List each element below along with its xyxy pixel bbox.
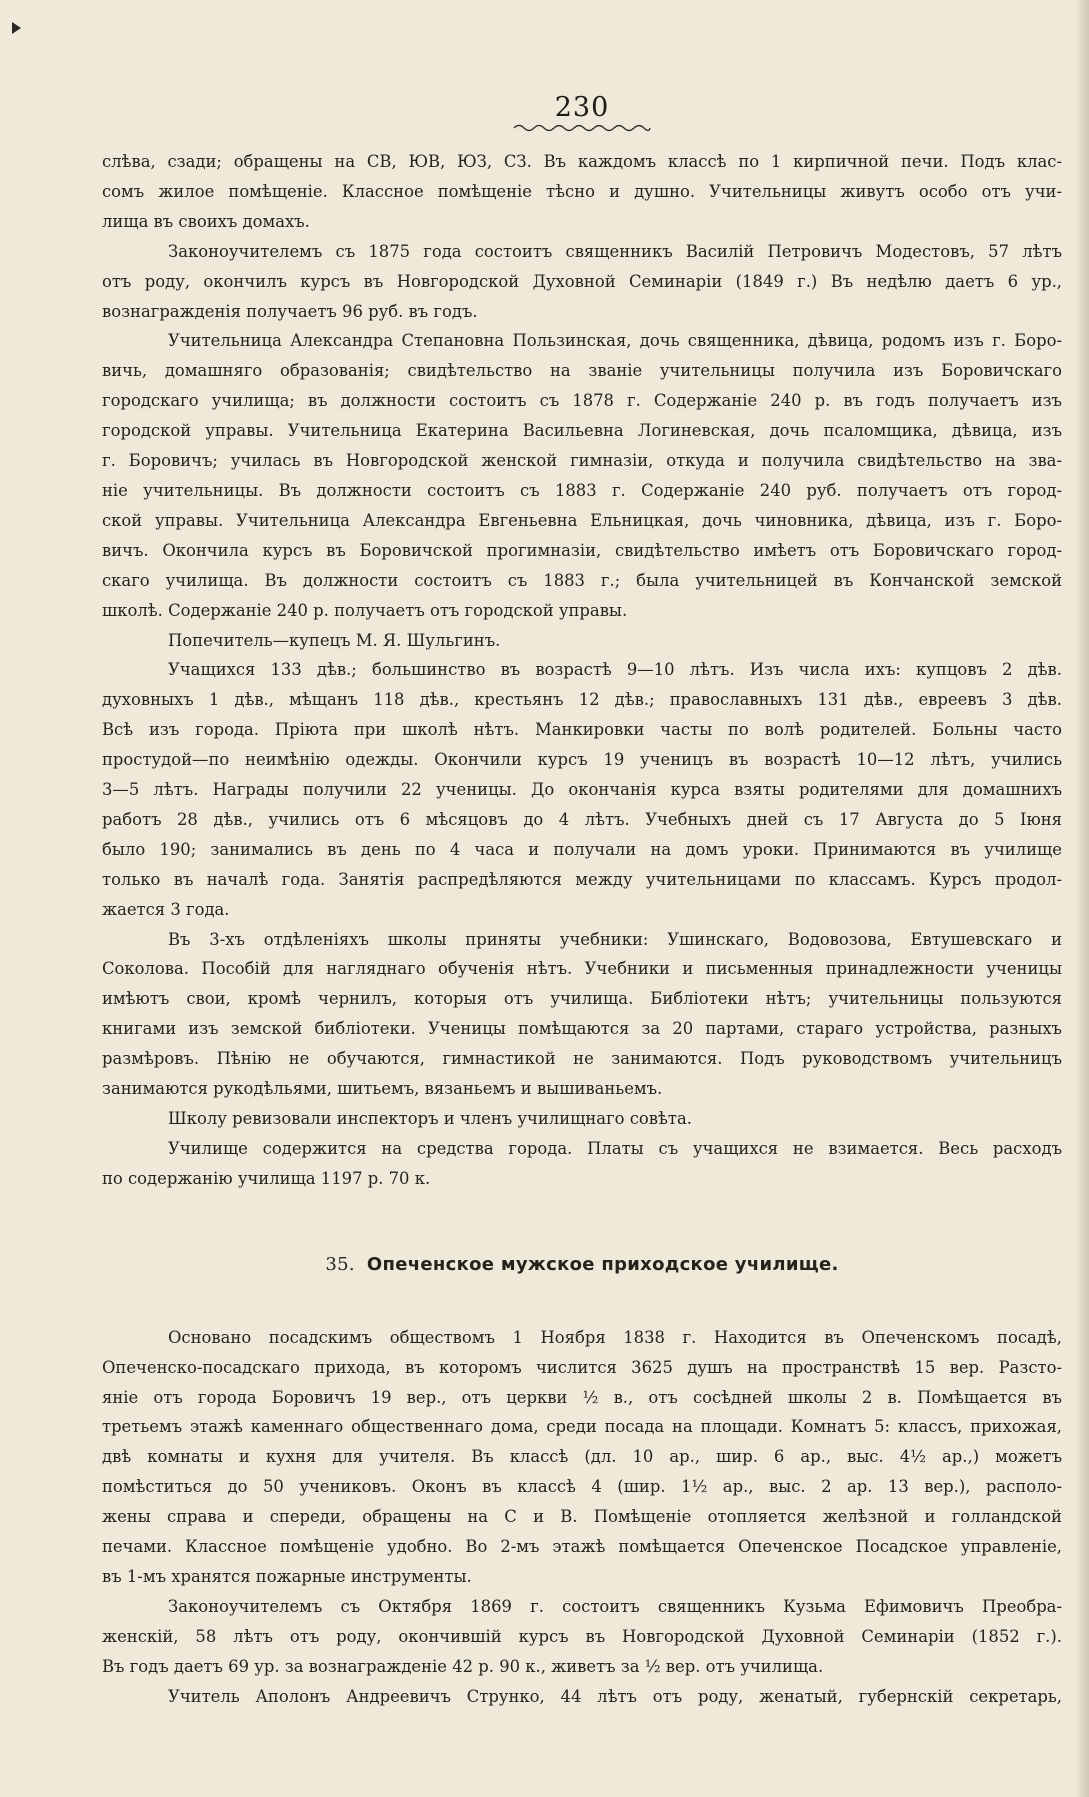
text-line: духовныхъ 1 дѣв., мѣщанъ 118 дѣв., крестьянъ 12 дѣв.; православныхъ 131 дѣв., евреевъ 3 дѣв. xyxy=(102,690,1062,710)
text-line: отъ роду, окончилъ курсъ въ Новгородской Духовной Семинаріи (1849 г.) Въ недѣлю даетъ 6 ур., xyxy=(102,271,1062,291)
text-line: школѣ. Содержаніе 240 р. получаетъ отъ городской управы. xyxy=(102,600,628,620)
text-line: женскій, 58 лѣтъ отъ роду, окончившій курсъ въ Новгородской Духовной Семинаріи (1852 г.). xyxy=(102,1626,1062,1646)
text-line: городской управы. Учительница Екатерина Васильевна Логиневская, дочь псаломщика, дѣвица, изъ xyxy=(102,421,1062,441)
text-line: книгами изъ земской библіотеки. Ученицы помѣщаются за 20 партами, стараго устройства, разныхъ xyxy=(102,1019,1062,1039)
text-line: жается 3 года. xyxy=(102,899,230,919)
section-heading xyxy=(102,1254,1062,1275)
paragraph-students xyxy=(102,655,1062,924)
section-number: 35. xyxy=(325,1253,355,1275)
text-line: Соколова. Пособій для нагляднаго обученія нѣтъ. Учебники и письменныя принадлежности ученицы xyxy=(102,959,1062,979)
text-line: двѣ комнаты и кухня для учителя. Въ классѣ (дл. 10 ар., шир. 6 ар., выс. 4½ ар.,) можетъ xyxy=(102,1447,1062,1467)
text-line: имѣютъ свои, кромѣ чернилъ, которыя отъ училища. Библіотеки нѣтъ; учительницы пользуются xyxy=(102,989,1062,1009)
paragraph-funding xyxy=(102,1134,1062,1194)
text-line: вичъ. Окончила курсъ въ Боровичской прогимназіи, свидѣтельство имѣетъ отъ Боровичскаго город- xyxy=(102,540,1062,560)
text-line: лища въ своихъ домахъ. xyxy=(102,211,310,231)
text-line: сомъ жилое помѣщеніе. Классное помѣщеніе тѣсно и душно. Учительницы живутъ особо отъ учи- xyxy=(102,181,1062,201)
text-line: работъ 28 дѣв., учились отъ 6 мѣсяцовъ до 4 лѣтъ. Учебныхъ дней съ 17 Августа до 5 Іюня xyxy=(102,809,1062,829)
text-line: ніе учительницы. Въ должности состоитъ съ 1883 г. Содержаніе 240 руб. получаетъ отъ город- xyxy=(102,480,1062,500)
page-edge-shadow xyxy=(1075,0,1089,1797)
text-line: жены справа и спереди, обращены на С и В. Помѣщеніе отопляется желѣзной и голландской xyxy=(102,1507,1062,1527)
text-line: Учительница Александра Степановна Пользинская, дочь священника, дѣвица, родомъ изъ г. Боро- xyxy=(168,331,1062,351)
paragraph-teacher-last: Учитель Аполонъ Андреевичъ Струнко, 44 лѣтъ отъ роду, женатый, губернскій секретарь, xyxy=(168,1686,1062,1706)
text-line: помѣститься до 50 учениковъ. Оконъ въ классѣ 4 (шир. 1½ ар., выс. 2 ар. 13 вер.), располо- xyxy=(102,1477,1062,1497)
text-line: яніе отъ города Боровичъ 19 вер., отъ церкви ½ в., отъ сосѣдней школы 2 в. Помѣщается въ xyxy=(102,1387,1062,1407)
document-page xyxy=(102,92,1062,1712)
text-line: г. Боровичъ; училась въ Новгородской женской гимназіи, откуда и получила свидѣтельство на зва- xyxy=(102,451,1062,471)
text-line: вичь, домашняго образованія; свидѣтельство на званіе учительницы получила изъ Боровичскаго xyxy=(102,361,1062,381)
text-line: по содержанію училища 1197 р. 70 к. xyxy=(102,1168,431,1188)
text-line: Законоучителемъ съ Октября 1869 г. состоитъ священникъ Кузьма Ефимовичъ Преобра- xyxy=(168,1596,1062,1616)
section-title: Опеченское мужское приходское училище. xyxy=(366,1253,839,1275)
text-line: въ 1-мъ хранятся пожарные инструменты. xyxy=(102,1566,472,1586)
text-line: слѣва, сзади; обращены на СВ, ЮВ, ЮЗ, СЗ. Въ каждомъ классѣ по 1 кирпичной печи. Подъ клас- xyxy=(102,152,1062,171)
text-line: Всѣ изъ города. Пріюта при школѣ нѣтъ. Манкировки часты по волѣ родителей. Больны часто xyxy=(102,720,1062,740)
text-line: Законоучителемъ съ 1875 года состоитъ священникъ Василій Петровичъ Модестовъ, 57 лѣтъ xyxy=(168,241,1062,261)
text-line: Въ 3-хъ отдѣленіяхъ школы приняты учебники: Ушинскаго, Водовозова, Евтушевскаго и xyxy=(168,929,1062,949)
paragraph-classrooms xyxy=(102,147,1062,237)
text-line: Въ годъ даетъ 69 ур. за вознагражденіе 42 р. 90 к., живетъ за ½ вер. отъ училища. xyxy=(102,1656,824,1676)
text-line: только въ началѣ года. Занятія распредѣляются между учительницами по классамъ. Курсъ продол- xyxy=(102,869,1062,889)
paragraph-law-teacher-2 xyxy=(102,1592,1062,1682)
text-line: ской управы. Учительница Александра Евгеньевна Ельницкая, дочь чиновника, дѣвица, изъ г. Боро- xyxy=(102,510,1062,530)
paragraph-trustee: Попечитель—купецъ М. Я. Шульгинъ. xyxy=(168,630,501,650)
text-line: городскаго училища; въ должности состоитъ съ 1878 г. Содержаніе 240 р. въ годъ получаетъ изъ xyxy=(102,391,1062,411)
page-number: 230 xyxy=(554,92,610,123)
text-line: Училище содержится на средства города. Платы съ учащихся не взимается. Весь расходъ xyxy=(168,1138,1062,1158)
paragraph-revision: Школу ревизовали инспекторъ и членъ училищнаго совѣта. xyxy=(168,1109,692,1128)
text-line: 3—5 лѣтъ. Награды получили 22 ученицы. До окончанія курса взяты родителями для домашнихъ xyxy=(102,780,1062,800)
text-line: занимаются рукодѣльями, шитьемъ, вязаньемъ и вышиваньемъ. xyxy=(102,1079,663,1099)
text-line: скаго училища. Въ должности состоитъ съ 1883 г.; была учительницей въ Кончанской земской xyxy=(102,570,1062,590)
text-line: Основано посадскимъ обществомъ 1 Ноября 1838 г. Находится въ Опеченскомъ посадѣ, xyxy=(168,1327,1062,1347)
text-line: третьемъ этажѣ каменнаго общественнаго дома, среди посада на площади. Комнатъ 5: классъ, прихожая, xyxy=(102,1417,1062,1437)
text-line: вознагражденія получаетъ 96 руб. въ годъ. xyxy=(102,301,478,321)
text-line: было 190; занимались въ день по 4 часа и получали на домъ уроки. Принимаются въ училище xyxy=(102,839,1062,859)
paragraph-law-teacher-1 xyxy=(102,237,1062,327)
paragraph-founded xyxy=(102,1323,1062,1592)
text-line: Опеченско-посадскаго прихода, въ которомъ числится 3625 душъ на пространствѣ 15 вер. Разсто- xyxy=(102,1357,1062,1377)
paragraph-textbooks xyxy=(102,925,1062,1104)
text-line: простудой—по неимѣнію одежды. Окончили курсъ 19 ученицъ въ возрастѣ 10—12 лѣтъ, учились xyxy=(102,750,1062,770)
page-corner-mark xyxy=(12,22,21,34)
text-line: размѣровъ. Пѣнію не обучаются, гимнастикой не занимаются. Подъ руководствомъ учительницъ xyxy=(102,1049,1062,1069)
paragraph-teachers xyxy=(102,326,1062,625)
wavy-ornament-icon xyxy=(512,123,652,133)
text-line: Учащихся 133 дѣв.; большинство въ возрастѣ 9—10 лѣтъ. Изъ числа ихъ: купцовъ 2 дѣв. xyxy=(168,660,1062,680)
text-line: печами. Классное помѣщеніе удобно. Во 2-мъ этажѣ помѣщается Опеченское Посадское управленіе, xyxy=(102,1537,1062,1557)
